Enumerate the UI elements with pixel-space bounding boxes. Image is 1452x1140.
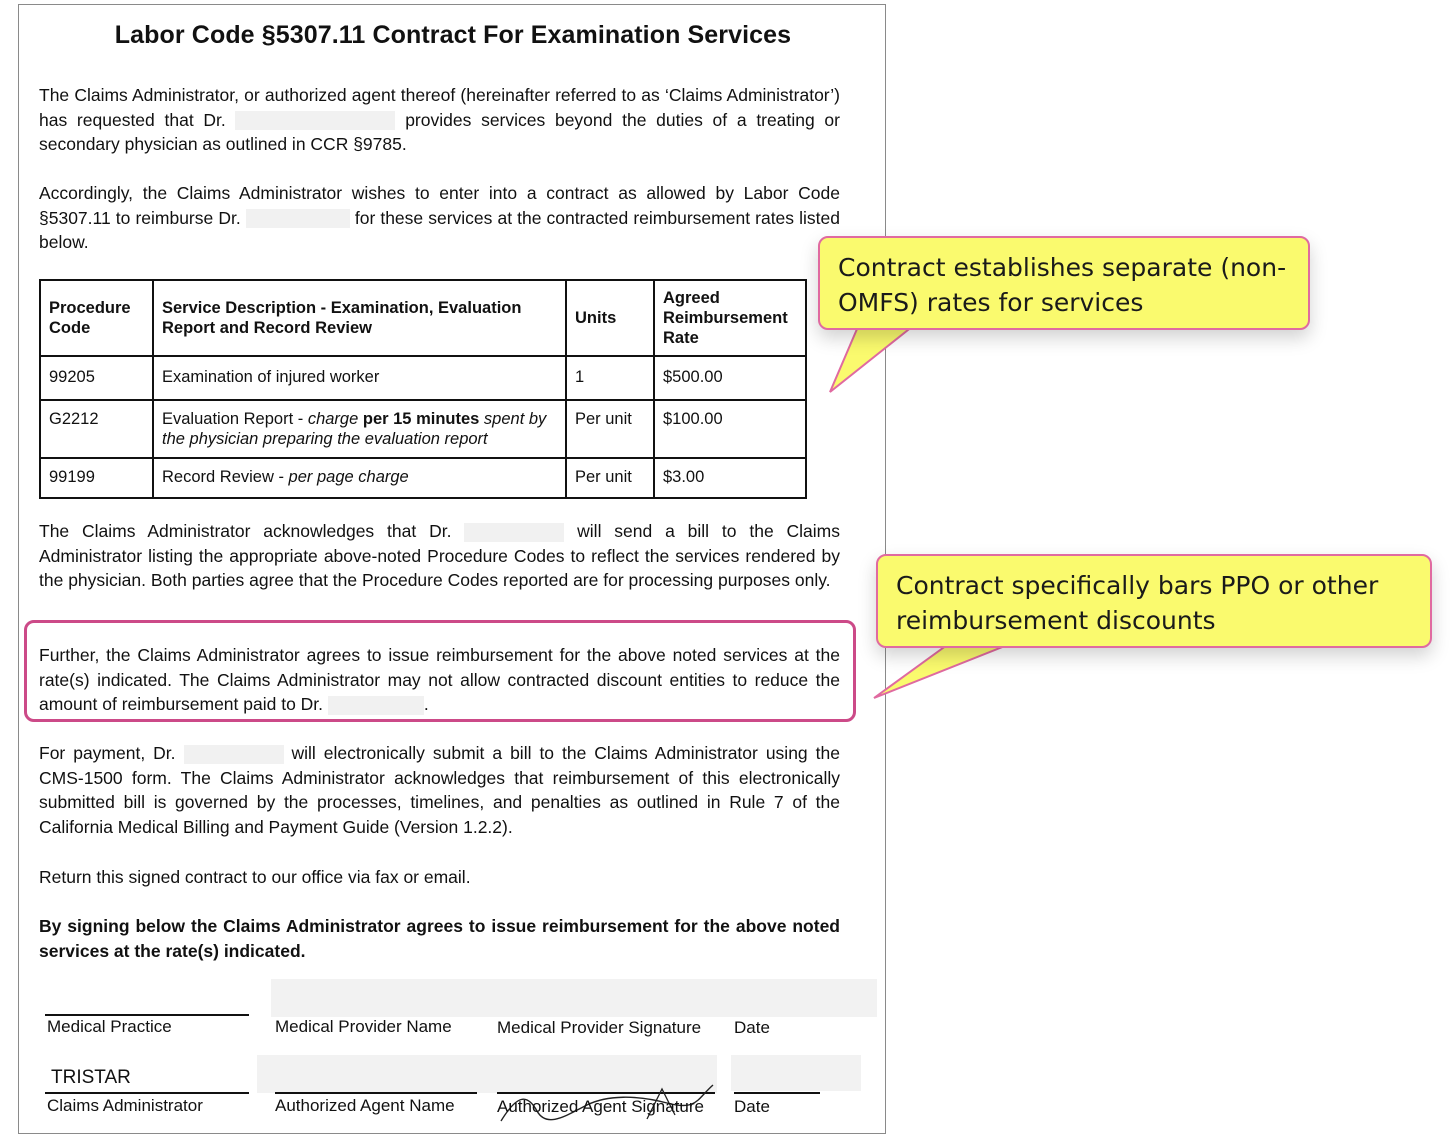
paragraph-accordingly-text-b: for these services at the contracted reimbursement rates listed below. <box>39 207 840 252</box>
signature-line <box>734 1092 820 1094</box>
label-medical-provider-name: Medical Provider Name <box>275 1017 452 1036</box>
document-title: Labor Code §5307.11 Contract For Examination Services <box>114 21 792 49</box>
callout-separate-rates: Contract establishes separate (non-OMFS) rates for services <box>818 236 1310 330</box>
redacted-signature-area <box>271 979 877 1017</box>
desc-part: Record Review - <box>162 468 289 486</box>
cell-units: Per unit <box>566 400 654 458</box>
cell-rate: $3.00 <box>654 458 806 498</box>
cell-units: 1 <box>566 356 654 400</box>
paragraph-return: Return this signed contract to our office via fax or email. <box>39 867 471 887</box>
cell-rate: $500.00 <box>654 356 806 400</box>
redacted-name <box>184 745 284 764</box>
paragraph-payment-text-a: For payment, Dr. <box>39 743 176 763</box>
label-medical-provider-signature: Medical Provider Signature <box>497 1018 702 1037</box>
label-claims-administrator: Claims Administrator <box>47 1096 203 1115</box>
cell-code: 99205 <box>40 356 153 400</box>
paragraph-further-text-a: Further, the Claims Administrator agrees to issue reimbursement for the above noted services at the rate(s) indicated. The Claims Administrator may not allow contracted discount entities to reduce the amount of reimbursement paid to Dr. <box>39 645 840 714</box>
paragraph-acknowledges-text-b: will send a bill to the Claims Administrator listing the appropriate above-noted Procedure Codes to reflect the services rendered by the physician. Both parties agree that the Procedure Codes reported are for processing purposes only. <box>39 521 840 590</box>
table-row <box>40 458 806 498</box>
label-medical-practice: Medical Practice <box>47 1017 172 1036</box>
desc-part-italic: per page charge <box>288 468 409 486</box>
label-authorized-agent-signature: Authorized Agent Signature <box>497 1097 704 1116</box>
signature-line <box>45 1092 249 1094</box>
callout-pointer <box>828 318 938 398</box>
paragraph-acknowledges-text-a: The Claims Administrator acknowledges that Dr. <box>39 521 452 541</box>
cell-units: Per unit <box>566 458 654 498</box>
contract-document <box>18 4 886 1134</box>
paragraph-request-text-a: The Claims Administrator, or authorized agent thereof (hereinafter referred to as ‘Claims Administrator’) has requested that Dr. <box>39 85 840 130</box>
cell-description <box>153 400 566 458</box>
signature-line <box>275 1092 477 1094</box>
table-row <box>40 356 806 400</box>
table-row <box>40 400 806 458</box>
paragraph-request-text-b: provides services beyond the duties of a treating or secondary physician as outlined in CCR §9785. <box>39 109 840 154</box>
callout-bars-discounts: Contract specifically bars PPO or other reimbursement discounts <box>876 554 1432 648</box>
redacted-name <box>246 209 350 228</box>
paragraph-payment <box>39 741 840 839</box>
header-rate: Agreed Reimbursement Rate <box>654 280 806 356</box>
cell-code: 99199 <box>40 458 153 498</box>
paragraph-accordingly-text-a: Accordingly, the Claims Administrator wishes to enter into a contract as allowed by Labor Code §5307.11 to reimburse Dr. <box>39 183 840 228</box>
paragraph-signing: By signing below the Claims Administrator agrees to issue reimbursement for the above noted services at the rate(s) indicated. <box>39 916 840 961</box>
redacted-date-area <box>731 1055 861 1091</box>
header-units: Units <box>566 280 654 356</box>
redacted-name <box>235 111 395 130</box>
desc-part-bold: per 15 minutes <box>362 410 480 428</box>
table-header-row <box>40 280 806 356</box>
paragraph-request <box>39 83 840 157</box>
signature-line <box>45 1014 249 1016</box>
header-service-description: Service Description - Examination, Evaluation Report and Record Review <box>153 280 566 356</box>
paragraph-further-text-b: . <box>423 694 429 714</box>
header-procedure-code: Procedure Code <box>40 280 153 356</box>
cell-description <box>153 458 566 498</box>
cell-description: Examination of injured worker <box>153 356 566 400</box>
rates-table <box>39 279 807 499</box>
desc-part: Evaluation Report - <box>162 410 308 428</box>
paragraph-accordingly <box>39 181 840 255</box>
claims-admin-value: TRISTAR <box>51 1067 131 1088</box>
label-date: Date <box>734 1018 770 1037</box>
highlight-box <box>24 620 856 722</box>
paragraph-payment-text-b: will electronically submit a bill to the Claims Administrator using the CMS-1500 form. The Claims Administrator acknowledges that reimbursement of this electronically submitted bill is governed by the processes, timelines, and penalties as outlined in Rule 7 of the California Medical Billing and Payment Guide (Version 1.2.2). <box>39 743 840 837</box>
cell-code: G2212 <box>40 400 153 458</box>
label-date: Date <box>734 1097 770 1116</box>
desc-part-italic: spent by the physician preparing the evaluation report <box>162 410 547 448</box>
paragraph-acknowledges <box>39 519 840 593</box>
label-authorized-agent-name: Authorized Agent Name <box>275 1096 455 1115</box>
desc-part-italic: charge <box>307 410 363 428</box>
redacted-name <box>464 523 564 542</box>
cell-rate: $100.00 <box>654 400 806 458</box>
